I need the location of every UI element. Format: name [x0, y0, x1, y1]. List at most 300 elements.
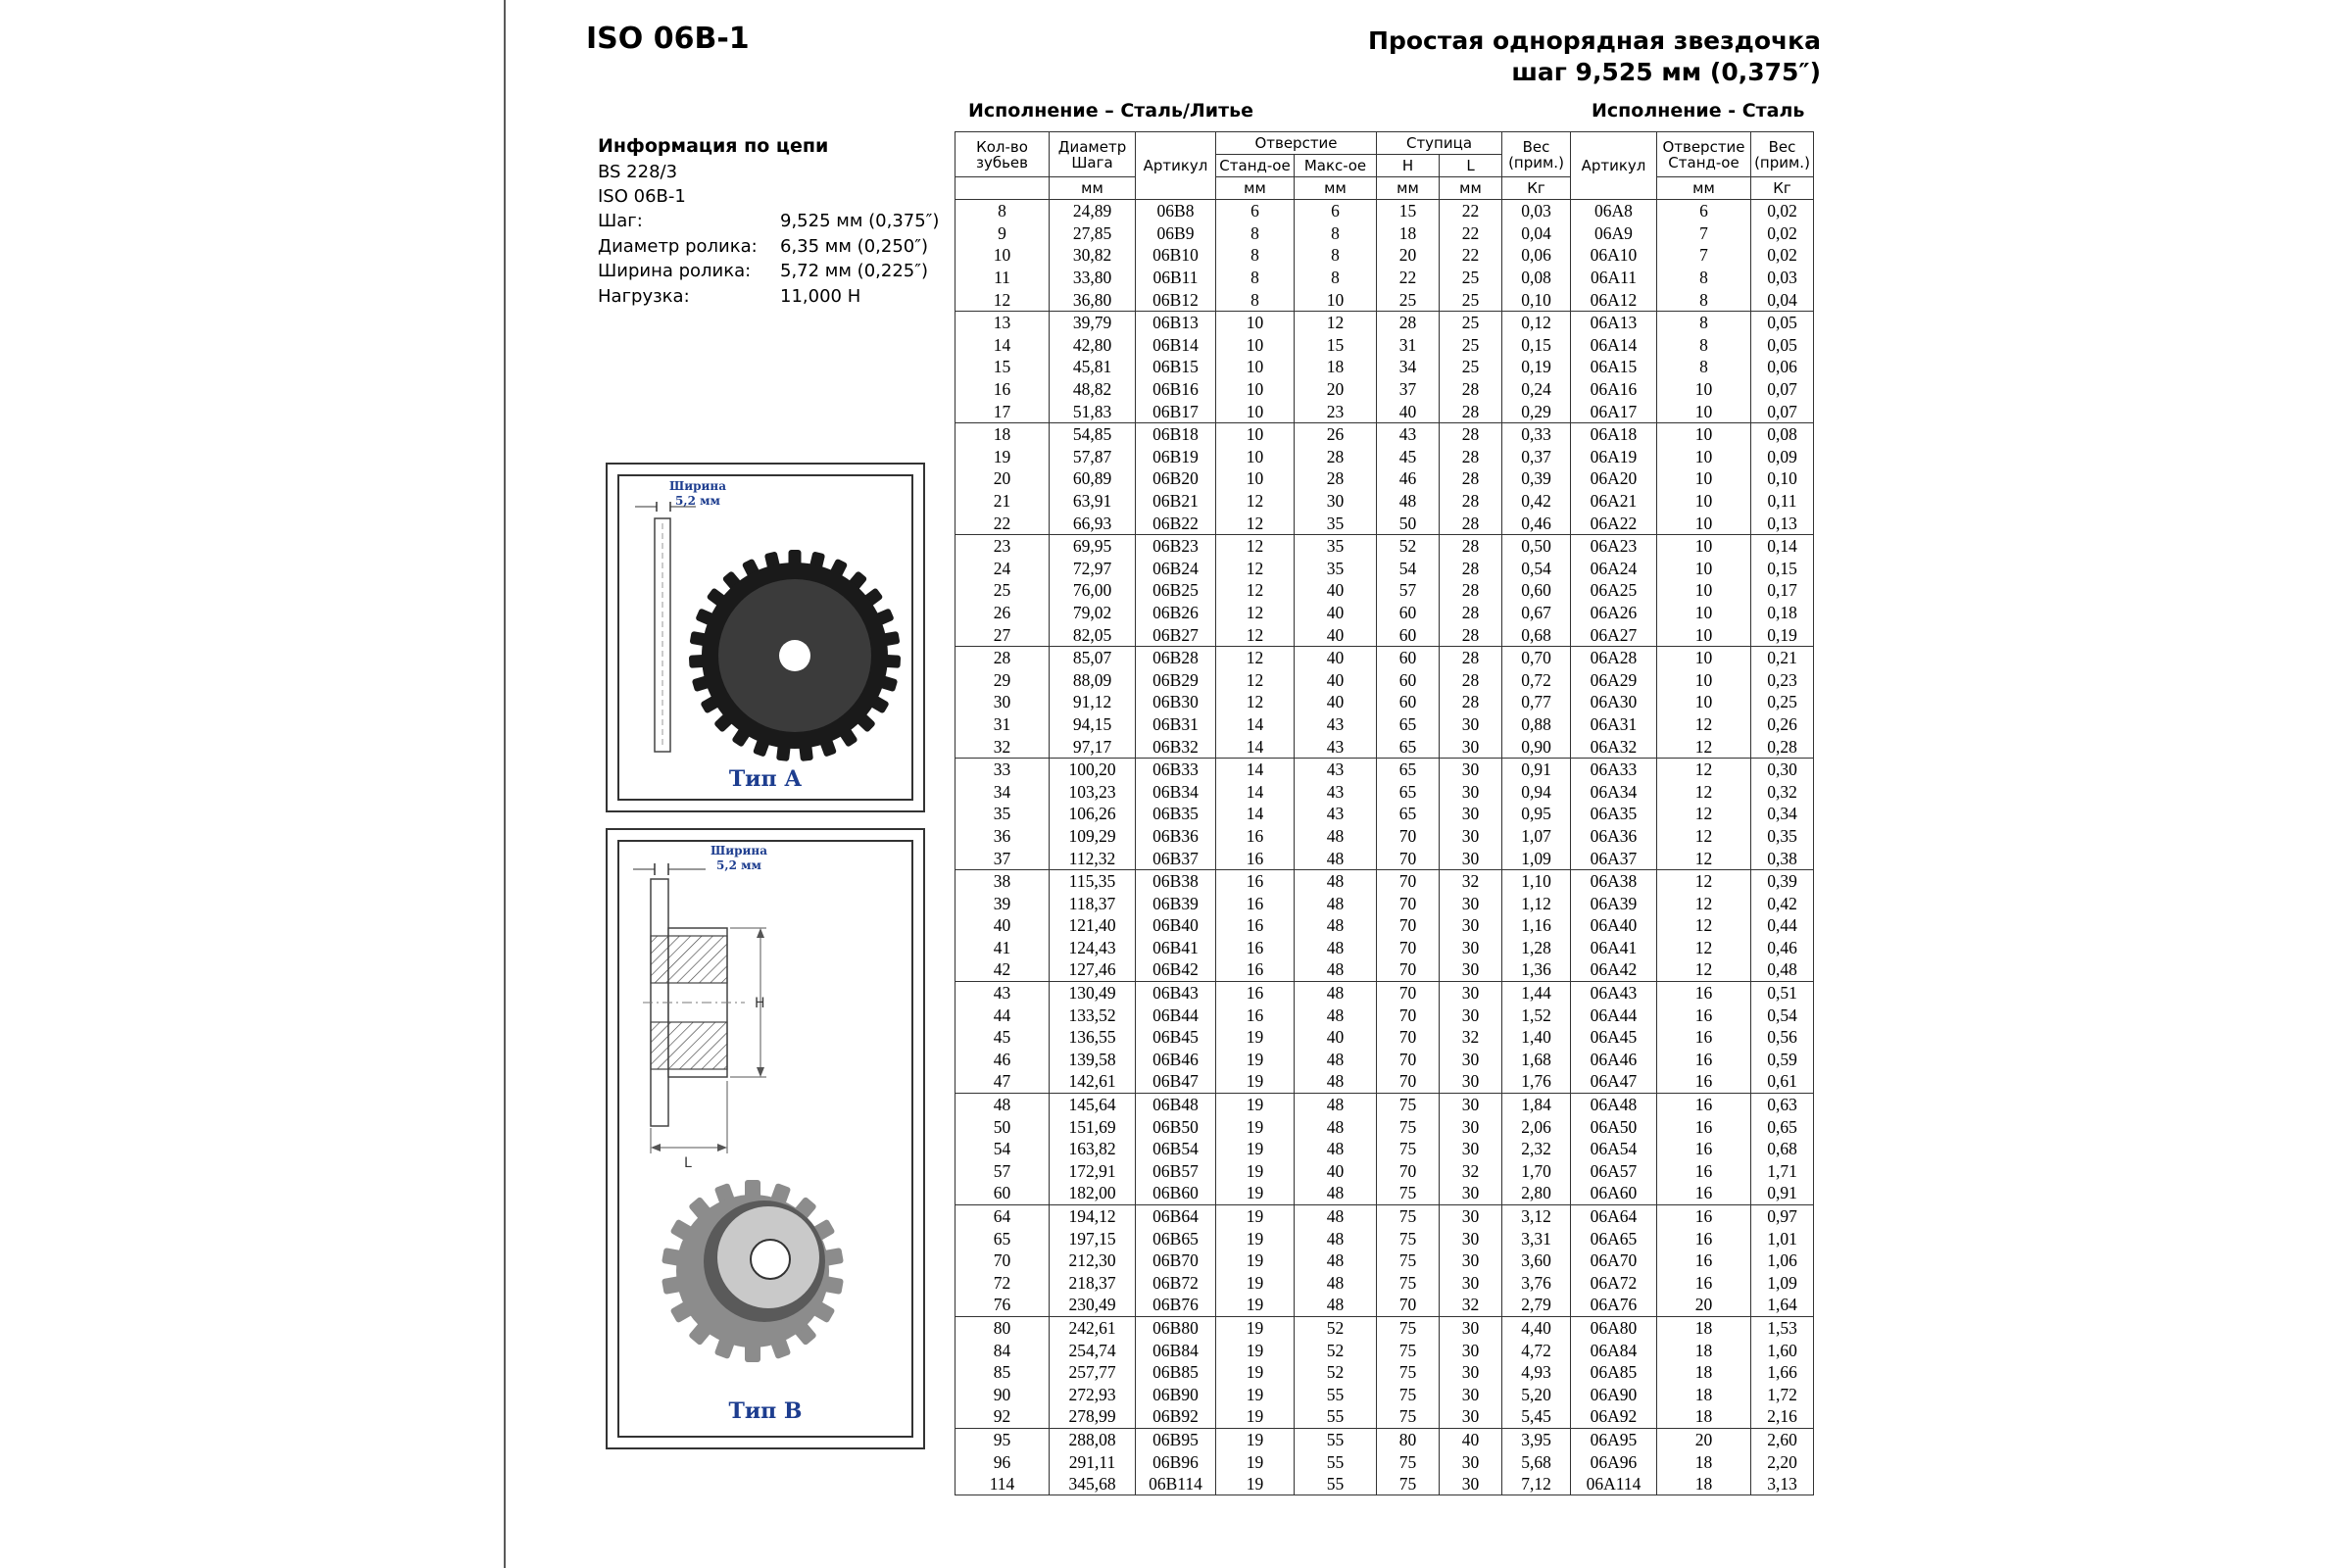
- table-cell: 30: [1440, 1316, 1502, 1339]
- table-cell: 19: [1216, 1204, 1295, 1227]
- table-cell: 8: [1657, 311, 1751, 333]
- table-cell: 0,37: [1502, 446, 1571, 468]
- table-cell: 06B26: [1136, 602, 1216, 624]
- sprocket-a-drawing: [608, 465, 923, 810]
- table-cell: 48: [1295, 1294, 1377, 1316]
- table-cell: 19: [1216, 1026, 1295, 1049]
- table-cell: 06A27: [1571, 623, 1657, 646]
- table-cell: 06A90: [1571, 1383, 1657, 1405]
- table-cell: 06A14: [1571, 334, 1657, 357]
- table-cell: 0,35: [1751, 825, 1814, 848]
- spec-table-body: [956, 200, 1814, 1495]
- table-cell: 10: [1657, 400, 1751, 422]
- col-bore-header: Отверстие: [1216, 132, 1377, 155]
- table-row: [956, 1473, 1814, 1495]
- table-row: [956, 780, 1814, 803]
- table-cell: 16: [1216, 825, 1295, 848]
- table-cell: 25: [1377, 288, 1440, 311]
- table-cell: 30: [1440, 937, 1502, 959]
- unit-cell: мм: [1440, 177, 1502, 200]
- table-cell: 8: [1295, 267, 1377, 289]
- table-cell: 70: [1377, 825, 1440, 848]
- page-subtitle: [1368, 25, 1821, 88]
- table-cell: 0,03: [1502, 200, 1571, 222]
- table-cell: 06B57: [1136, 1160, 1216, 1183]
- table-cell: 16: [1657, 1093, 1751, 1115]
- table-cell: 1,44: [1502, 981, 1571, 1004]
- table-row: [956, 1204, 1814, 1227]
- table-cell: 12: [1657, 869, 1751, 892]
- table-cell: 06B29: [1136, 668, 1216, 691]
- table-row: [956, 914, 1814, 937]
- table-row: [956, 1138, 1814, 1160]
- table-cell: 38: [956, 869, 1050, 892]
- table-cell: 21: [956, 490, 1050, 513]
- table-cell: 70: [1377, 958, 1440, 981]
- table-row: [956, 1294, 1814, 1316]
- table-row: [956, 1160, 1814, 1183]
- table-cell: 06B64: [1136, 1204, 1216, 1227]
- table-cell: 0,07: [1751, 378, 1814, 401]
- table-cell: 06B13: [1136, 311, 1216, 333]
- table-cell: 48: [1295, 1272, 1377, 1295]
- table-cell: 7: [1657, 222, 1751, 245]
- chain-standard: ISO 06B-1: [598, 186, 686, 207]
- table-cell: 1,36: [1502, 958, 1571, 981]
- table-cell: 40: [1295, 691, 1377, 713]
- table-row: [956, 713, 1814, 736]
- chain-info-block: [598, 135, 939, 309]
- table-cell: 15: [1295, 334, 1377, 357]
- col-bore-a-header: Отверстие Станд-ое: [1657, 132, 1751, 177]
- table-cell: 0,19: [1502, 356, 1571, 378]
- table-cell: 79,02: [1050, 602, 1136, 624]
- table-cell: 19: [1216, 1272, 1295, 1295]
- table-cell: 0,02: [1751, 200, 1814, 222]
- table-cell: 06A96: [1571, 1450, 1657, 1473]
- table-cell: 70: [1377, 869, 1440, 892]
- table-cell: 06B10: [1136, 244, 1216, 267]
- table-cell: 37: [1377, 378, 1440, 401]
- table-cell: 48: [1295, 1093, 1377, 1115]
- table-cell: 12: [1657, 758, 1751, 780]
- table-cell: 06A10: [1571, 244, 1657, 267]
- table-cell: 19: [1216, 1383, 1295, 1405]
- table-cell: 06B9: [1136, 222, 1216, 245]
- table-cell: 40: [1377, 400, 1440, 422]
- table-cell: 0,28: [1751, 735, 1814, 758]
- table-cell: 10: [1216, 311, 1295, 333]
- table-cell: 12: [1216, 623, 1295, 646]
- table-cell: 16: [1216, 1004, 1295, 1026]
- table-cell: 4,72: [1502, 1339, 1571, 1361]
- table-cell: 55: [1295, 1405, 1377, 1428]
- table-cell: 33: [956, 758, 1050, 780]
- table-cell: 118,37: [1050, 892, 1136, 914]
- table-cell: 06B27: [1136, 623, 1216, 646]
- table-cell: 30: [1440, 1450, 1502, 1473]
- table-cell: 10: [1657, 490, 1751, 513]
- table-cell: 0,54: [1751, 1004, 1814, 1026]
- table-row: [956, 803, 1814, 825]
- table-row: [956, 400, 1814, 422]
- table-cell: 5,45: [1502, 1405, 1571, 1428]
- table-cell: 76: [956, 1294, 1050, 1316]
- table-row: [956, 200, 1814, 222]
- table-cell: 06B44: [1136, 1004, 1216, 1026]
- table-cell: 218,37: [1050, 1272, 1136, 1295]
- table-cell: 06B92: [1136, 1405, 1216, 1428]
- table-cell: 65: [1377, 803, 1440, 825]
- table-cell: 75: [1377, 1115, 1440, 1138]
- table-cell: 0,77: [1502, 691, 1571, 713]
- table-cell: 10: [1216, 334, 1295, 357]
- table-cell: 1,01: [1751, 1227, 1814, 1250]
- table-cell: 06A72: [1571, 1272, 1657, 1295]
- table-cell: 30: [1440, 1204, 1502, 1227]
- table-cell: 12: [1216, 668, 1295, 691]
- table-cell: 48: [1377, 490, 1440, 513]
- table-cell: 06A95: [1571, 1428, 1657, 1450]
- table-cell: 45,81: [1050, 356, 1136, 378]
- table-cell: 2,06: [1502, 1115, 1571, 1138]
- table-cell: 51,83: [1050, 400, 1136, 422]
- table-cell: 30: [1440, 892, 1502, 914]
- chain-info-value: 6,35 мм (0,250″): [780, 235, 928, 257]
- table-cell: 35: [1295, 534, 1377, 557]
- table-cell: 06B72: [1136, 1272, 1216, 1295]
- table-cell: 19: [1216, 1250, 1295, 1272]
- table-cell: 12: [1216, 490, 1295, 513]
- table-cell: 0,46: [1502, 512, 1571, 534]
- table-cell: 0,34: [1751, 803, 1814, 825]
- chain-info-row: [598, 284, 939, 310]
- table-cell: 9: [956, 222, 1050, 245]
- table-cell: 06B35: [1136, 803, 1216, 825]
- table-cell: 22: [1440, 244, 1502, 267]
- table-cell: 25: [1440, 356, 1502, 378]
- table-row: [956, 558, 1814, 580]
- table-cell: 194,12: [1050, 1204, 1136, 1227]
- table-cell: 84: [956, 1339, 1050, 1361]
- table-cell: 10: [1657, 446, 1751, 468]
- table-row: [956, 1049, 1814, 1071]
- table-cell: 20: [1657, 1294, 1751, 1316]
- unit-cell: мм: [1295, 177, 1377, 200]
- table-cell: 48: [1295, 1250, 1377, 1272]
- table-cell: 0,10: [1751, 467, 1814, 490]
- table-cell: 10: [1657, 467, 1751, 490]
- table-cell: 18: [1657, 1473, 1751, 1495]
- table-cell: 06A31: [1571, 713, 1657, 736]
- table-cell: 34: [1377, 356, 1440, 378]
- col-weight-a-header: Вес (прим.): [1751, 132, 1814, 177]
- table-cell: 17: [956, 400, 1050, 422]
- table-cell: 1,66: [1751, 1361, 1814, 1384]
- table-cell: 06B23: [1136, 534, 1216, 557]
- table-cell: 0,18: [1751, 602, 1814, 624]
- col-article-a-header: Артикул: [1571, 132, 1657, 200]
- table-cell: 30: [1440, 1070, 1502, 1093]
- table-cell: 24,89: [1050, 200, 1136, 222]
- table-cell: 230,49: [1050, 1294, 1136, 1316]
- table-cell: 06A48: [1571, 1093, 1657, 1115]
- table-cell: 10: [1216, 446, 1295, 468]
- table-cell: 44: [956, 1004, 1050, 1026]
- table-cell: 95: [956, 1428, 1050, 1450]
- table-cell: 4,93: [1502, 1361, 1571, 1384]
- table-cell: 2,16: [1751, 1405, 1814, 1428]
- table-cell: 16: [1657, 1272, 1751, 1295]
- table-cell: 288,08: [1050, 1428, 1136, 1450]
- table-cell: 10: [1657, 558, 1751, 580]
- table-row: [956, 735, 1814, 758]
- table-cell: 16: [1657, 1049, 1751, 1071]
- table-cell: 0,38: [1751, 847, 1814, 869]
- table-cell: 06B34: [1136, 780, 1216, 803]
- table-cell: 54,85: [1050, 422, 1136, 445]
- table-cell: 06A34: [1571, 780, 1657, 803]
- table-cell: 06A38: [1571, 869, 1657, 892]
- chain-info-label: Диаметр ролика:: [598, 235, 758, 257]
- table-cell: 0,48: [1751, 958, 1814, 981]
- table-cell: 0,50: [1502, 534, 1571, 557]
- table-cell: 06B54: [1136, 1138, 1216, 1160]
- table-cell: 06B33: [1136, 758, 1216, 780]
- table-cell: 06B19: [1136, 446, 1216, 468]
- table-cell: 30,82: [1050, 244, 1136, 267]
- table-cell: 28: [1440, 579, 1502, 602]
- table-cell: 30: [1440, 981, 1502, 1004]
- table-cell: 16: [1657, 1004, 1751, 1026]
- table-cell: 278,99: [1050, 1405, 1136, 1428]
- table-cell: 70: [956, 1250, 1050, 1272]
- table-cell: 25: [1440, 288, 1502, 311]
- col-pitch-diam-header: Диаметр Шага: [1050, 132, 1136, 177]
- table-cell: 30: [1440, 1049, 1502, 1071]
- table-cell: 30: [1440, 1115, 1502, 1138]
- chain-info-title: Информация по цепи: [598, 135, 829, 157]
- table-cell: 76,00: [1050, 579, 1136, 602]
- table-cell: 06A25: [1571, 579, 1657, 602]
- table-cell: 69,95: [1050, 534, 1136, 557]
- table-cell: 35: [956, 803, 1050, 825]
- col-hub-l-header: L: [1440, 155, 1502, 177]
- table-row: [956, 534, 1814, 557]
- table-cell: 28: [1440, 534, 1502, 557]
- table-cell: 06B31: [1136, 713, 1216, 736]
- table-cell: 10: [1295, 288, 1377, 311]
- table-cell: 0,33: [1502, 422, 1571, 445]
- table-cell: 10: [1657, 623, 1751, 646]
- table-cell: 40: [1295, 668, 1377, 691]
- table-cell: 0,11: [1751, 490, 1814, 513]
- table-cell: 16: [1216, 914, 1295, 937]
- table-cell: 0,21: [1751, 646, 1814, 668]
- table-cell: 2,60: [1751, 1428, 1814, 1450]
- table-cell: 257,77: [1050, 1361, 1136, 1384]
- table-cell: 06B90: [1136, 1383, 1216, 1405]
- table-cell: 80: [956, 1316, 1050, 1339]
- table-cell: 30: [1440, 1473, 1502, 1495]
- table-cell: 06A47: [1571, 1070, 1657, 1093]
- table-cell: 40: [1295, 623, 1377, 646]
- table-cell: 1,09: [1502, 847, 1571, 869]
- table-cell: 25: [956, 579, 1050, 602]
- table-cell: 16: [1657, 1227, 1751, 1250]
- table-cell: 0,54: [1502, 558, 1571, 580]
- table-cell: 19: [1216, 1160, 1295, 1183]
- table-cell: 2,79: [1502, 1294, 1571, 1316]
- table-cell: 54: [1377, 558, 1440, 580]
- table-cell: 16: [1657, 1160, 1751, 1183]
- table-cell: 75: [1377, 1405, 1440, 1428]
- table-cell: 55: [1295, 1473, 1377, 1495]
- table-cell: 19: [1216, 1182, 1295, 1204]
- spec-table: [955, 131, 1814, 1495]
- subtitle-line-1: Простая однорядная звездочка: [1368, 26, 1821, 55]
- table-cell: 1,70: [1502, 1160, 1571, 1183]
- table-cell: 1,72: [1751, 1383, 1814, 1405]
- table-cell: 19: [1216, 1450, 1295, 1473]
- table-cell: 50: [956, 1115, 1050, 1138]
- table-cell: 1,16: [1502, 914, 1571, 937]
- table-cell: 25: [1440, 311, 1502, 333]
- table-cell: 48: [956, 1093, 1050, 1115]
- table-cell: 0,91: [1751, 1182, 1814, 1204]
- table-row: [956, 1026, 1814, 1049]
- table-cell: 1,28: [1502, 937, 1571, 959]
- table-cell: 52: [1377, 534, 1440, 557]
- table-cell: 06B20: [1136, 467, 1216, 490]
- table-cell: 72: [956, 1272, 1050, 1295]
- table-cell: 97,17: [1050, 735, 1136, 758]
- table-row: [956, 1272, 1814, 1295]
- table-cell: 06B32: [1136, 735, 1216, 758]
- table-cell: 06A15: [1571, 356, 1657, 378]
- table-cell: 10: [1657, 512, 1751, 534]
- table-row: [956, 1383, 1814, 1405]
- table-cell: 43: [1295, 758, 1377, 780]
- table-cell: 06A64: [1571, 1204, 1657, 1227]
- figure-type-a: [606, 463, 925, 812]
- table-cell: 75: [1377, 1272, 1440, 1295]
- table-cell: 52: [1295, 1361, 1377, 1384]
- table-cell: 12: [1216, 534, 1295, 557]
- table-cell: 06A8: [1571, 200, 1657, 222]
- table-cell: 1,68: [1502, 1049, 1571, 1071]
- width-value: 5,2 мм: [716, 858, 761, 872]
- table-cell: 06B95: [1136, 1428, 1216, 1450]
- table-cell: 06A36: [1571, 825, 1657, 848]
- table-cell: 8: [1216, 244, 1295, 267]
- col-hub-header: Ступица: [1377, 132, 1502, 155]
- table-cell: 26: [956, 602, 1050, 624]
- table-cell: 12: [1657, 825, 1751, 848]
- table-cell: 28: [1295, 467, 1377, 490]
- table-cell: 12: [1657, 735, 1751, 758]
- table-cell: 0,39: [1751, 869, 1814, 892]
- table-cell: 114: [956, 1473, 1050, 1495]
- table-cell: 32: [1440, 869, 1502, 892]
- table-cell: 0,46: [1751, 937, 1814, 959]
- table-cell: 8: [1657, 356, 1751, 378]
- table-cell: 28: [1295, 446, 1377, 468]
- table-cell: 70: [1377, 1294, 1440, 1316]
- table-cell: 18: [1377, 222, 1440, 245]
- table-cell: 29: [956, 668, 1050, 691]
- table-cell: 0,25: [1751, 691, 1814, 713]
- table-row: [956, 422, 1814, 445]
- table-cell: 66,93: [1050, 512, 1136, 534]
- table-cell: 8: [1216, 267, 1295, 289]
- table-row: [956, 311, 1814, 333]
- table-cell: 63,91: [1050, 490, 1136, 513]
- table-cell: 48: [1295, 1204, 1377, 1227]
- table-cell: 06B84: [1136, 1339, 1216, 1361]
- table-cell: 06A60: [1571, 1182, 1657, 1204]
- table-cell: 92: [956, 1405, 1050, 1428]
- table-cell: 48: [1295, 914, 1377, 937]
- table-row: [956, 1339, 1814, 1361]
- table-cell: 33,80: [1050, 267, 1136, 289]
- table-cell: 10: [1216, 378, 1295, 401]
- table-row: [956, 244, 1814, 267]
- width-value: 5,2 мм: [675, 494, 720, 508]
- table-cell: 10: [1216, 467, 1295, 490]
- table-cell: 0,32: [1751, 780, 1814, 803]
- table-cell: 8: [1295, 244, 1377, 267]
- table-cell: 06B25: [1136, 579, 1216, 602]
- unit-cell: Кг: [1751, 177, 1814, 200]
- table-cell: 06A43: [1571, 981, 1657, 1004]
- table-cell: 19: [956, 446, 1050, 468]
- table-row: [956, 646, 1814, 668]
- table-cell: 10: [1657, 668, 1751, 691]
- table-cell: 80: [1377, 1428, 1440, 1450]
- table-cell: 0,90: [1502, 735, 1571, 758]
- table-cell: 52: [1295, 1316, 1377, 1339]
- table-cell: 8: [1657, 267, 1751, 289]
- table-cell: 0,24: [1502, 378, 1571, 401]
- table-cell: 06B16: [1136, 378, 1216, 401]
- table-cell: 19: [1216, 1405, 1295, 1428]
- execution-cast-heading: Исполнение – Сталь/Литье: [968, 100, 1253, 122]
- table-cell: 06B40: [1136, 914, 1216, 937]
- table-cell: 14: [1216, 735, 1295, 758]
- table-cell: 0,14: [1751, 534, 1814, 557]
- chain-info-row: [598, 234, 939, 260]
- table-cell: 0,06: [1502, 244, 1571, 267]
- table-cell: 14: [1216, 713, 1295, 736]
- chain-info-label: Ширина ролика:: [598, 261, 752, 281]
- table-cell: 3,95: [1502, 1428, 1571, 1450]
- width-label: Ширина: [710, 844, 767, 858]
- table-cell: 43: [1377, 422, 1440, 445]
- table-cell: 1,64: [1751, 1294, 1814, 1316]
- table-cell: 48: [1295, 892, 1377, 914]
- table-cell: 82,05: [1050, 623, 1136, 646]
- table-cell: 40: [1295, 1026, 1377, 1049]
- table-cell: 5,20: [1502, 1383, 1571, 1405]
- table-cell: 16: [1216, 958, 1295, 981]
- table-cell: 85,07: [1050, 646, 1136, 668]
- table-cell: 12: [1657, 847, 1751, 869]
- table-cell: 06B24: [1136, 558, 1216, 580]
- sprocket-a-bore: [779, 640, 810, 671]
- table-cell: 06B47: [1136, 1070, 1216, 1093]
- chain-info-row: [598, 259, 939, 284]
